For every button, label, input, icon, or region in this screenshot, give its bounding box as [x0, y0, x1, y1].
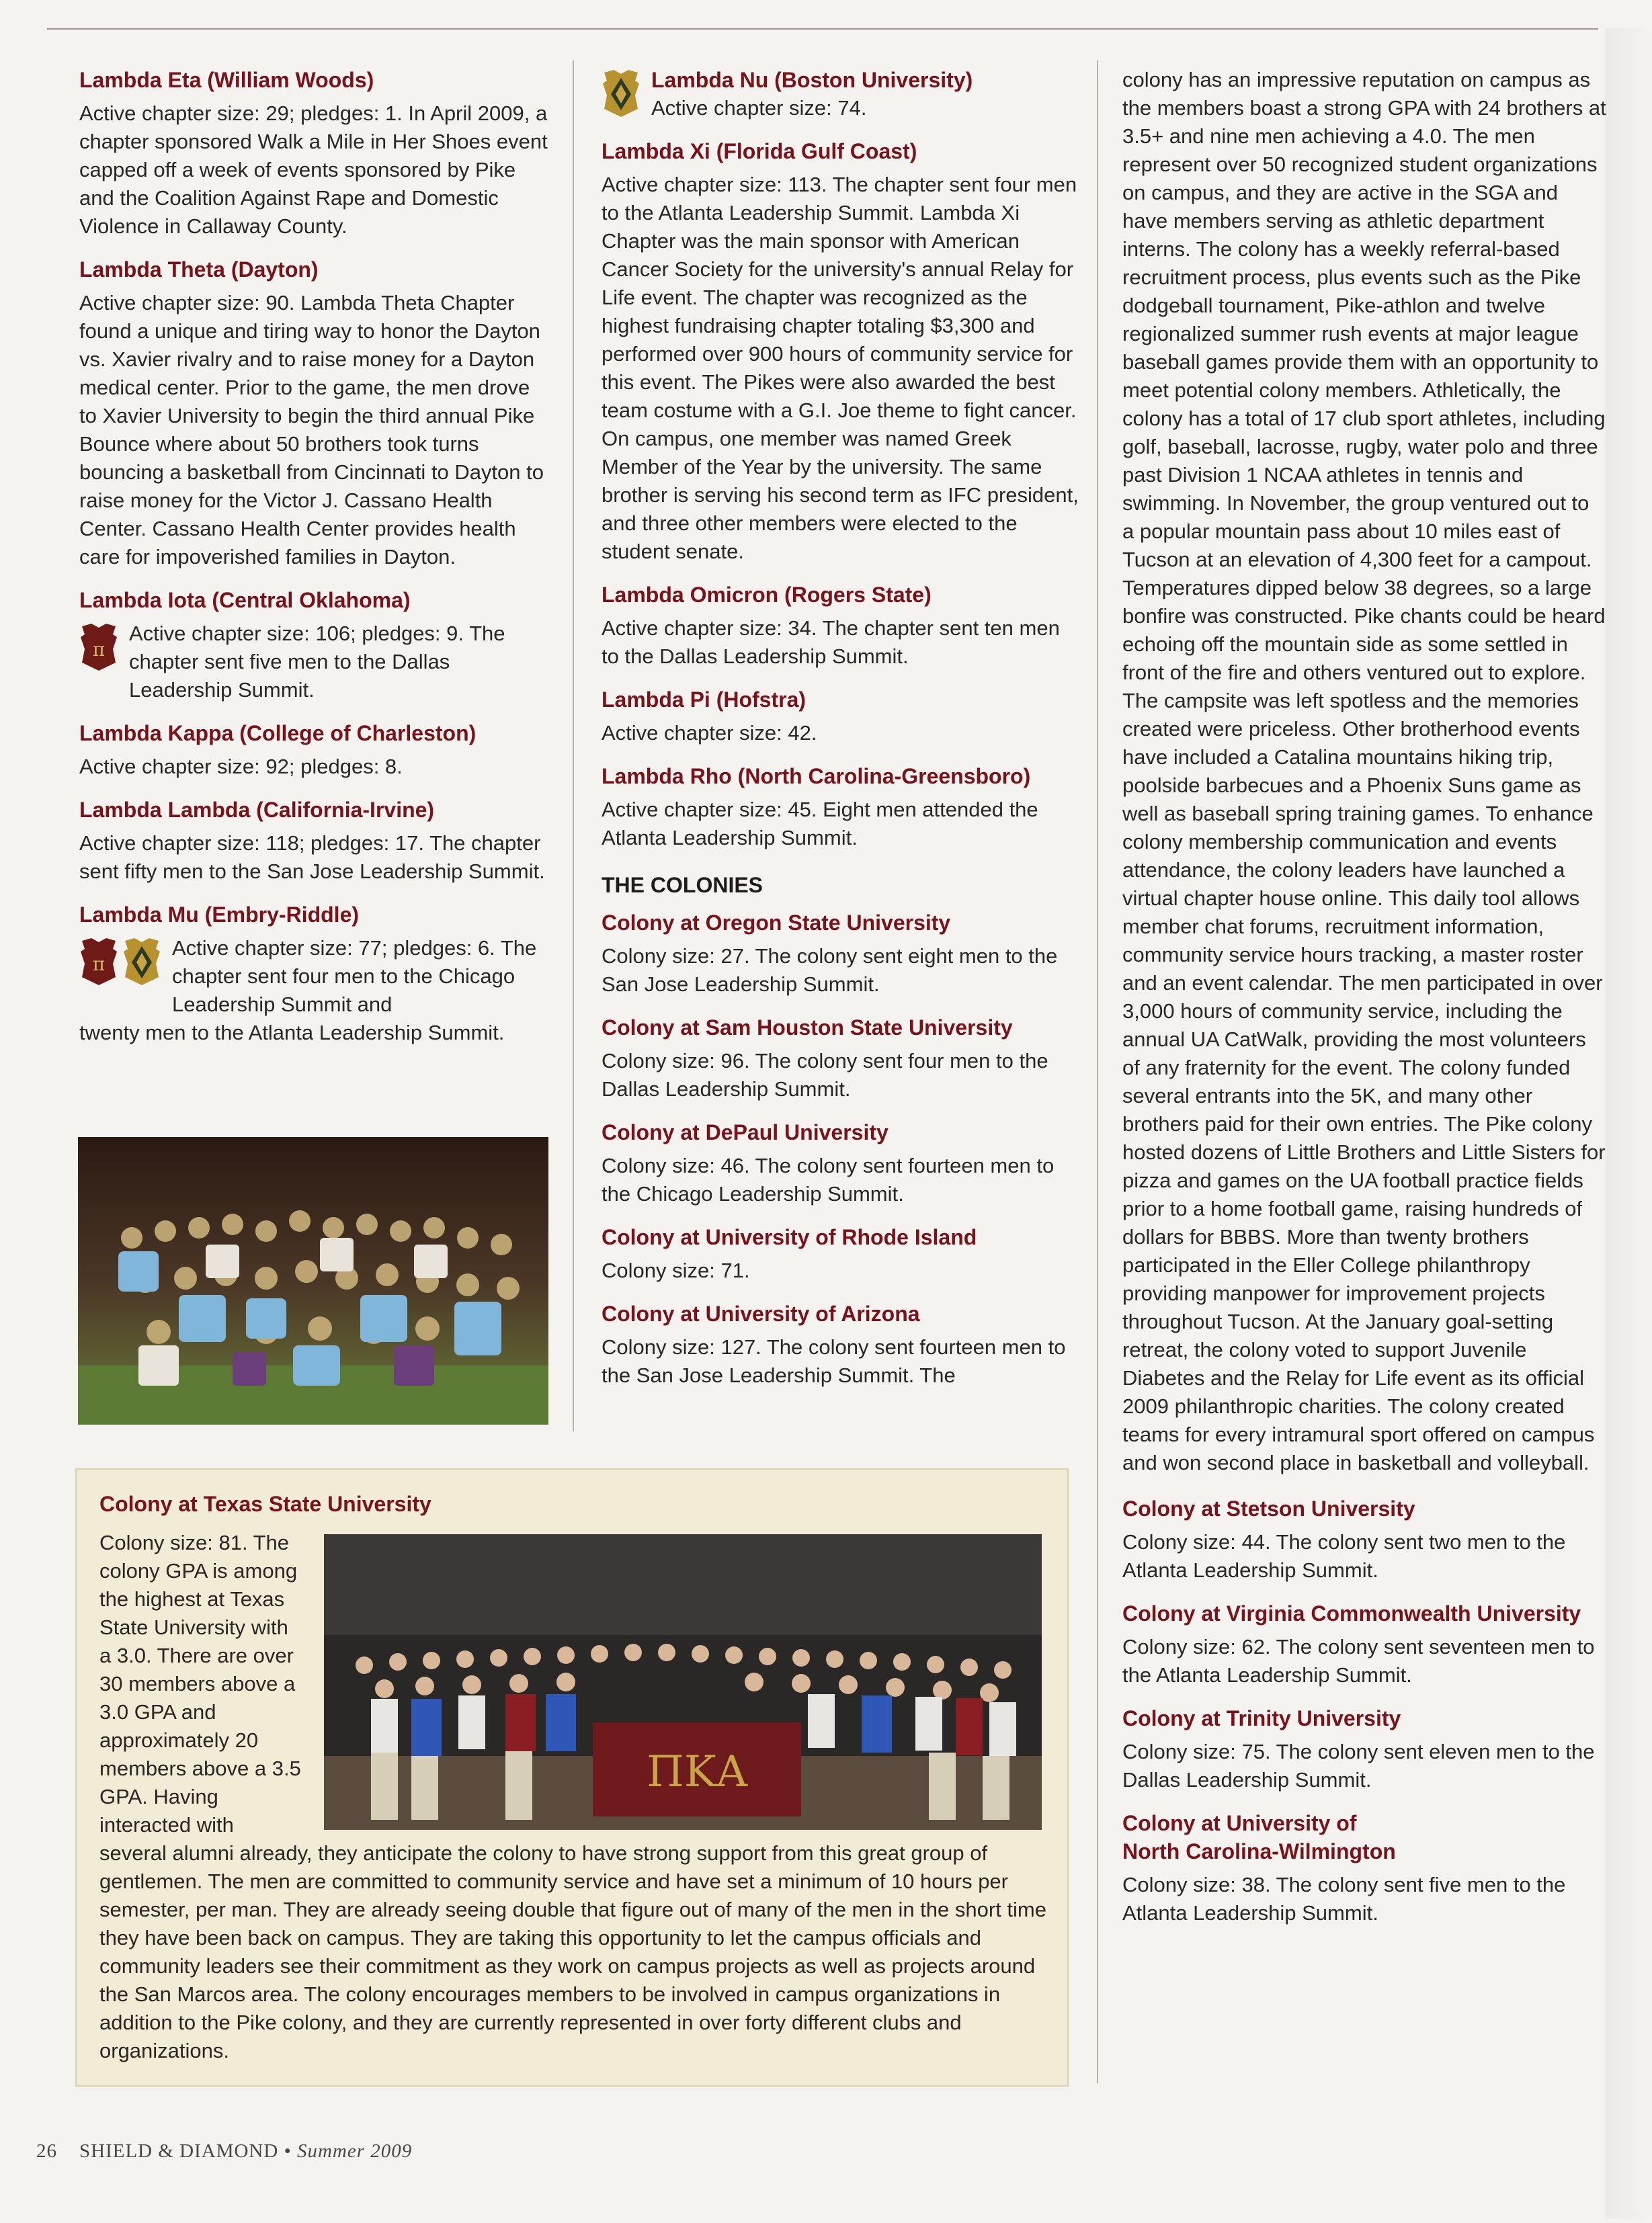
- colony-title: Colony at University of Rhode Island: [602, 1225, 977, 1249]
- section-title: Lambda Iota (Central Oklahoma): [79, 588, 411, 612]
- column-divider-left: [573, 60, 574, 1431]
- column-3: [1122, 66, 1606, 1927]
- section-text: Active chapter size: 29; pledges: 1. In April 2009, a chapter sponsored Walk a Mile in Her Shoes event capped off a week of events sponsored by Pike and the Coalition Against Rape and Domestic Violence in Callaway County.: [79, 101, 548, 238]
- pike-shield-crest-icon: [79, 622, 118, 672]
- issue-date: Summer 2009: [296, 2140, 413, 2162]
- section-title: Lambda Pi (Hofstra): [602, 687, 807, 712]
- section-title: Lambda Nu (Boston University): [651, 68, 973, 92]
- continued-text: colony has an impressive reputation on campus as the members boast a strong GPA with 24 brothers at 3.5+ and nine men achieving a 4.0. The men represent over 50 recognized student organizations on campus, and they are active in the SGA and have members serving as athletic department interns. The colony has a weekly referral-based recruitment process, plus events such as the Pike dodgeball tournament, Pike-athlon and twelve regionalized summer rush events at major league baseball games provide them with an opportunity to meet potential colony members. Athletically, the colony has a total of 17 club sport athletes, including golf, baseball, lacrosse, rugby, water polo and three past Division 1 NCAA athletes in tennis and swimming. In November, the group ventured out to a popular mountain pass about 10 miles east of Tucson at an elevation of 4,300 feet for a campout. Temperatures dipped below 38 degrees, so a large bonfire was constructed. Pike chants could be heard echoing off the mountain side as some settled in front of the fire and others ventured out to explore. The campsite was left spotless and the memories created were priceless. Other brotherhood events have included a Catalina mountains hiking trip, poolside barbecues and a Phoenix Suns game as well as baseball spring training games. To enhance colony membership communication and events attendance, the colony leaders have launched a virtual chapter house online. This daily tool allows member chat forums, recruitment information, community service hours tracking, a master roster and an event calendar. The men participated in over 3,000 hours of community service, including the annual UA CatWalk, providing the most volunteers of any fraternity for the event. The colony funded several entrants into the 5K, and many other brothers paid for their own entries. The Pike colony hosted dozens of Little Brothers and Little Sisters for pizza and games on the UA football practice fields prior to a home football game, raising hundreds of dollars for BBBS. More than twenty brothers participated in the Eller College philanthropy providing manpower for improvement projects throughout Tucson. At the January goal-setting retreat, the colony voted to support Juvenile Diabetes and the Relay for Life event as its official 2009 philanthropic charities. The colony created teams for every intramural sport offered on campus and won second place in basketball and volleyball.: [1122, 68, 1606, 1474]
- colony-text: Colony size: 27. The colony sent eight men to the San Jose Leadership Summit.: [602, 944, 1058, 996]
- section-title: Lambda Kappa (College of Charleston): [79, 721, 477, 745]
- colony-text: Colony size: 127. The colony sent fourteen men to the San Jose Leadership Summit. The: [602, 1335, 1066, 1387]
- section-with-logo: [79, 934, 550, 1019]
- colony-title: Colony at University of Arizona: [602, 1302, 920, 1326]
- top-rule: [47, 28, 1598, 30]
- section-title: Lambda Rho (North Carolina-Greensboro): [602, 764, 1031, 788]
- diamond-crest-icon: [122, 937, 161, 987]
- section-text-continued: twenty men to the Atlanta Leadership Summit.: [79, 1021, 505, 1044]
- section-title: Lambda Omicron (Rogers State): [602, 583, 932, 607]
- sidebar-text-bottom: several alumni already, they anticipate the colony to have strong support from this great group of gentlemen. The men are committed to community service and have set a minimum of 10 hours per semester, per man. They are already seeing double that figure out of many of the men in the short time they have been back on campus. They are taking this opportunity to let the campus officials and community leaders see their commitment as they work on campus projects as well as projects around the San Marcos area. The colony encourages members to be involved in campus organizations in addition to the Pike colony, and they are currently represented in over forty different clubs and organizations.: [99, 1841, 1046, 2062]
- pike-shield-crest-icon: [79, 937, 118, 987]
- colony-text: Colony size: 62. The colony sent seventeen men to the Atlanta Leadership Summit.: [1122, 1635, 1595, 1687]
- column-2: [602, 66, 1080, 1390]
- colony-text: Colony size: 96. The colony sent four men to the Dallas Leadership Summit.: [602, 1049, 1048, 1101]
- section-text: Active chapter size: 45. Eight men attended the Atlanta Leadership Summit.: [602, 798, 1038, 849]
- page-footer: [36, 2140, 412, 2163]
- section-text: Active chapter size: 42.: [602, 721, 817, 745]
- colony-title: Colony at Trinity University: [1122, 1706, 1401, 1730]
- colony-text: Colony size: 38. The colony sent five men to the Atlanta Leadership Summit.: [1122, 1873, 1566, 1925]
- colony-title: Colony at DePaul University: [602, 1120, 889, 1144]
- section-title: Lambda Lambda (California-Irvine): [79, 798, 435, 822]
- section-text: Active chapter size: 118; pledges: 17. The chapter sent fifty men to the San Jose Leadership Summit.: [79, 831, 545, 883]
- section-text: Active chapter size: 34. The chapter sent ten men to the Dallas Leadership Summit.: [602, 616, 1060, 668]
- section-text: Active chapter size: 113. The chapter sent four men to the Atlanta Leadership Summit. Lambda Xi Chapter was the main sponsor with American Cancer Society for the university's annual Relay for Life event. The chapter was recognized as the highest fundraising chapter totaling $3,300 and performed over 900 hours of community service for this event. The Pikes were also awarded the best team costume with a G.I. Joe theme to fight cancer. On campus, one member was named Greek Member of the Year by the university. The same brother is serving his second term as IFC president, and three other members were elected to the student senate.: [602, 173, 1079, 563]
- section-text: Active chapter size: 106; pledges: 9. The chapter sent five men to the Dallas Leadership Summit.: [129, 622, 505, 702]
- svg-text:π: π: [92, 638, 106, 661]
- page-edge-shadow: [1605, 28, 1652, 2219]
- column-divider-right: [1097, 60, 1098, 2083]
- colony-title: Colony at Oregon State University: [602, 911, 951, 935]
- section-title: Lambda Mu (Embry-Riddle): [79, 903, 360, 927]
- column-1: [79, 66, 550, 1047]
- section-text: Active chapter size: 92; pledges: 8.: [79, 755, 403, 778]
- magazine-title: SHIELD & DIAMOND: [79, 2140, 279, 2162]
- page-number: 26: [36, 2140, 57, 2162]
- colony-title: Colony at Sam Houston State University: [602, 1015, 1013, 1040]
- colony-title: Colony at Stetson University: [1122, 1497, 1415, 1521]
- section-title: Lambda Xi (Florida Gulf Coast): [602, 139, 917, 163]
- formal-group-photo: [324, 1534, 1042, 1830]
- colony-title: Colony at Virginia Commonwealth University: [1122, 1601, 1581, 1626]
- colony-text: Colony size: 44. The colony sent two men to the Atlanta Leadership Summit.: [1122, 1530, 1566, 1582]
- colonies-heading: THE COLONIES: [602, 873, 763, 897]
- section-title: Lambda Eta (William Woods): [79, 68, 374, 92]
- colony-text: Colony size: 71.: [602, 1259, 750, 1282]
- diamond-crest-icon: [602, 69, 641, 118]
- colony-title: Colony at University of North Carolina-Wilmington: [1122, 1811, 1396, 1863]
- svg-text:π: π: [92, 953, 106, 975]
- section-title: Lambda Theta (Dayton): [79, 257, 319, 282]
- section-text: Active chapter size: 90. Lambda Theta Chapter found a unique and tiring way to honor the Dayton vs. Xavier rivalry and to raise money for a Dayton medical center. Prior to the game, the men drove to Xavier University to begin the third annual Pike Bounce where about 50 brothers took turns bouncing a basketball from Cincinnati to Dayton to raise money for the Victor J. Cassano Health Center. Cassano Health Center provides health care for impoverished families in Dayton.: [79, 291, 544, 569]
- colony-text: Colony size: 46. The colony sent fourteen men to the Chicago Leadership Summit.: [602, 1154, 1055, 1206]
- section-with-logo: [79, 620, 550, 704]
- sidebar-text-left: Colony size: 81. The colony GPA is among the highest at Texas State University with a 3.0. There are over 30 members above a 3.0 GPA and approximately 20 members above a 3.5 GPA. Having interacted with: [99, 1531, 301, 1837]
- footer-separator: •: [284, 2140, 292, 2162]
- section-with-logo: [602, 66, 1080, 122]
- group-photo: [78, 1137, 548, 1425]
- section-text: Active chapter size: 74.: [651, 96, 867, 120]
- section-text: Active chapter size: 77; pledges: 6. The chapter sent four men to the Chicago Leadership Summit and: [172, 936, 537, 1016]
- sidebar-title: Colony at Texas State University: [99, 1492, 431, 1516]
- banner-letters: ΠΚΑ: [647, 1747, 747, 1797]
- colony-text: Colony size: 75. The colony sent eleven men to the Dallas Leadership Summit.: [1122, 1740, 1595, 1792]
